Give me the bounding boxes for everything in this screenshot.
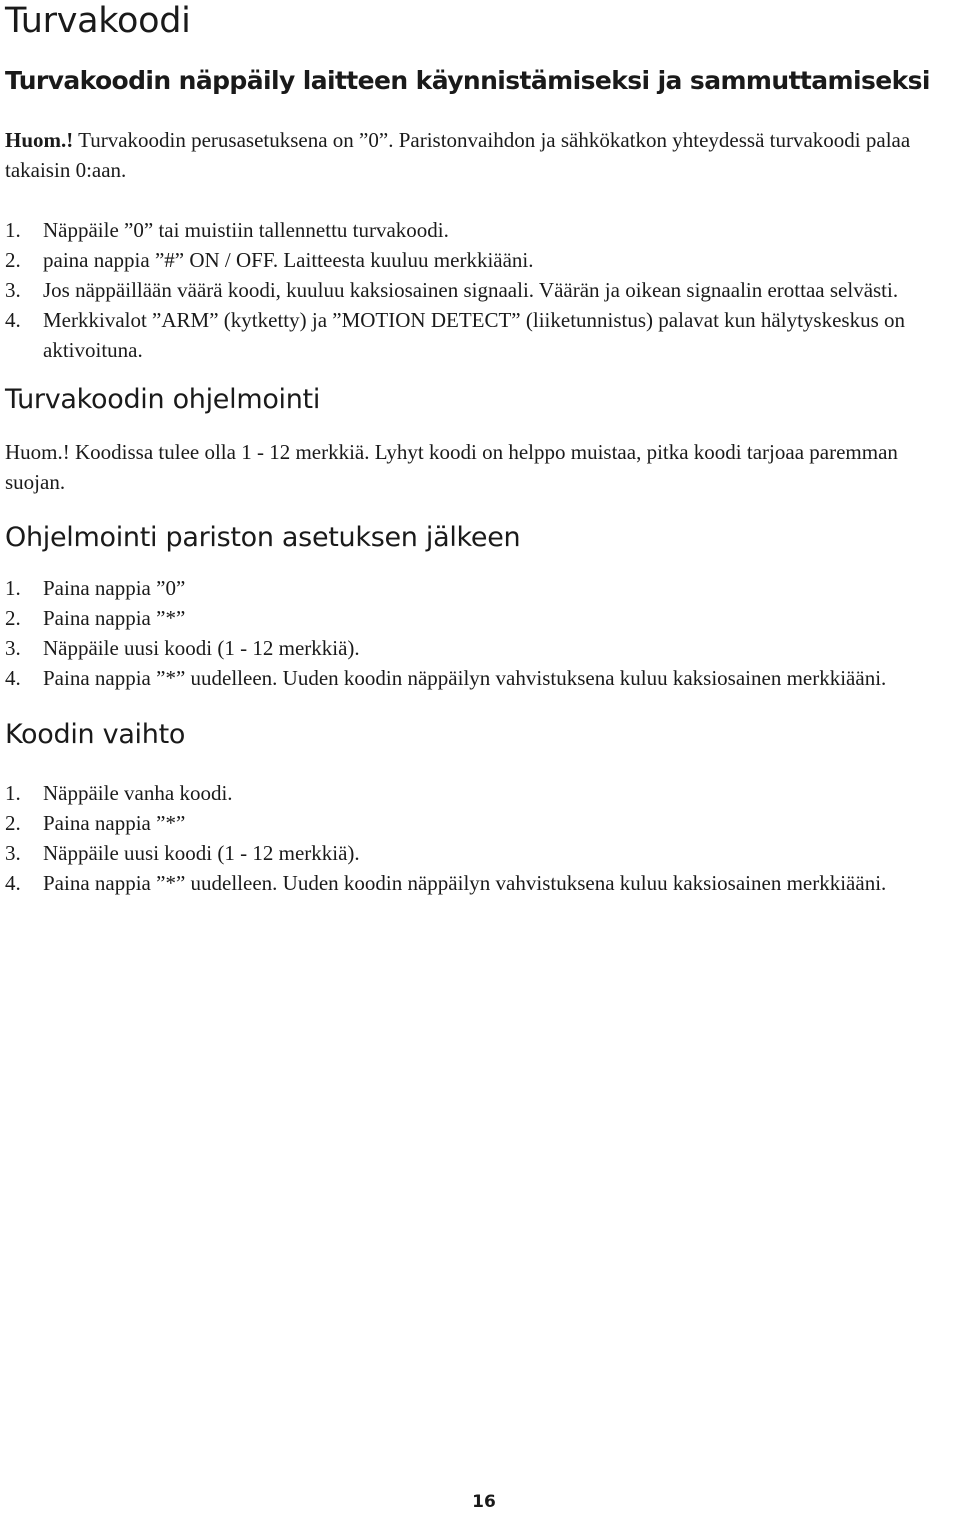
step-number: 4. — [5, 871, 21, 895]
step-text: Paina nappia ”*” — [43, 811, 186, 835]
note-label: Huom.! — [5, 128, 74, 152]
step-number: 2. — [5, 606, 21, 630]
step-text: Merkkivalot ”ARM” (kytketty) ja ”MOTION DETECT” (liiketunnistus) palavat kun hälytyskeskus on aktivoituna. — [43, 308, 905, 362]
step-number: 3. — [5, 278, 21, 302]
step-list — [5, 573, 950, 693]
step-number: 4. — [5, 308, 21, 332]
step-number: 1. — [5, 781, 21, 805]
step-text: Jos näppäillään väärä koodi, kuuluu kaksiosainen signaali. Väärän ja oikean signaalin erottaa selvästi. — [43, 278, 899, 302]
step-number: 3. — [5, 841, 21, 865]
step-number: 1. — [5, 218, 21, 242]
section-heading: Turvakoodin ohjelmointi — [5, 384, 321, 415]
step-text: Näppäile vanha koodi. — [43, 781, 233, 805]
section-code-change — [5, 719, 950, 898]
step-number: 1. — [5, 576, 21, 600]
list-item — [5, 215, 950, 245]
list-item — [5, 245, 950, 275]
step-number: 4. — [5, 666, 21, 690]
step-text: Näppäile uusi koodi (1 - 12 merkkiä). — [43, 841, 360, 865]
document-page — [5, 0, 950, 898]
step-list — [5, 215, 950, 365]
step-text: Paina nappia ”*” uudelleen. Uuden koodin näppäilyn vahvistuksena kuluu kaksiosainen merkkiääni. — [43, 666, 887, 690]
step-text: Paina nappia ”*” — [43, 606, 186, 630]
list-item — [5, 603, 950, 633]
page-number: 16 — [472, 1492, 496, 1512]
step-number: 2. — [5, 811, 21, 835]
section-heading: Turvakoodin näppäily laitteen käynnistämiseksi ja sammuttamiseksi — [5, 66, 930, 95]
list-item — [5, 573, 950, 603]
step-text: Näppäile ”0” tai muistiin tallennettu turvakoodi. — [43, 218, 449, 242]
list-item — [5, 305, 950, 365]
page-title: Turvakoodi — [5, 1, 191, 41]
section-after-battery — [5, 522, 950, 693]
list-item — [5, 275, 950, 305]
note-paragraph — [5, 125, 950, 185]
section-heading: Ohjelmointi pariston asetuksen jälkeen — [5, 522, 521, 553]
section-startup-code — [5, 66, 950, 365]
section-code-programming — [5, 384, 950, 497]
step-number: 3. — [5, 636, 21, 660]
step-text: Paina nappia ”0” — [43, 576, 186, 600]
section-heading: Koodin vaihto — [5, 719, 186, 750]
step-text: Näppäile uusi koodi (1 - 12 merkkiä). — [43, 636, 360, 660]
list-item — [5, 778, 950, 808]
step-list — [5, 778, 950, 898]
step-text: Paina nappia ”*” uudelleen. Uuden koodin näppäilyn vahvistuksena kuluu kaksiosainen merkkiääni. — [43, 871, 887, 895]
step-text: paina nappia ”#” ON / OFF. Laitteesta kuuluu merkkiääni. — [43, 248, 534, 272]
list-item — [5, 633, 950, 663]
list-item — [5, 838, 950, 868]
note-paragraph: Huom.! Koodissa tulee olla 1 - 12 merkkiä. Lyhyt koodi on helppo muistaa, pitka koodi tarjoaa paremman suojan. — [5, 440, 898, 494]
list-item — [5, 808, 950, 838]
list-item — [5, 663, 950, 693]
step-number: 2. — [5, 248, 21, 272]
list-item — [5, 868, 950, 898]
note-text: Turvakoodin perusasetuksena on ”0”. Paristonvaihdon ja sähkökatkon yhteydessä turvakoodi palaa takaisin 0:aan. — [5, 128, 911, 182]
